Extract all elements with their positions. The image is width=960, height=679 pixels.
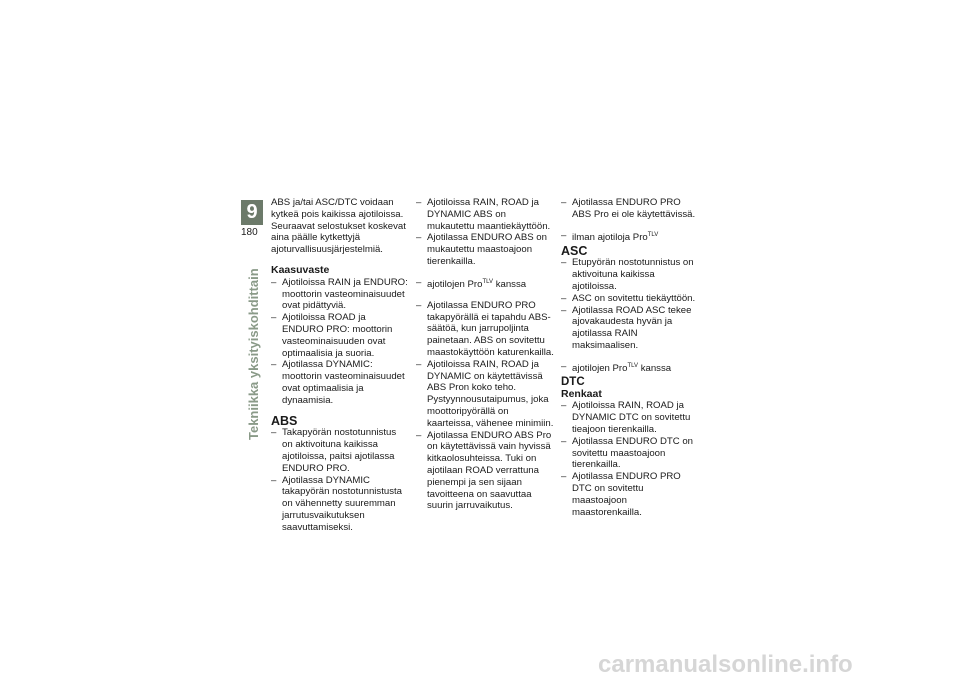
list-item: – Ajotilassa ENDURO ABS on mukautettu maastoajoon tierenkailla.: [416, 232, 554, 267]
heading-kaasuvaste: Kaasuvaste: [271, 263, 330, 276]
lead-suffix: kanssa: [493, 278, 527, 290]
list-item: – Ajotiloissa RAIN, ROAD ja DYNAMIC on käytettävissä ABS Pron koko teho. Pystyynnousutaipumus, joka moottoripyörällä on kaarteissa, vähenee minimiin.: [416, 359, 554, 430]
list-item: – Ajotiloissa ROAD ja ENDURO PRO: moottorin vasteominaisuuden ovat optimaalisia ja suoria.: [271, 312, 409, 359]
list-item: – Etupyörän nostotunnistus on aktivoituna kaikissa ajotiloissa.: [561, 257, 699, 292]
abs-list: [271, 427, 409, 533]
list-item: [561, 361, 699, 375]
asc-list: [561, 257, 699, 351]
list-item: – Ajotiloissa RAIN, ROAD ja DYNAMIC ABS on mukautettu maantiekäyttöön.: [416, 197, 554, 232]
heading-renkaat: Renkaat: [561, 387, 602, 400]
column-3: [561, 197, 699, 527]
list-item: – ASC on sovitettu tiekäyttöön.: [561, 293, 699, 305]
list-item: – Ajotilassa ROAD ASC tekee ajovakaudesta hyvän ja ajotilassa RAIN maksimaalisen.: [561, 305, 699, 352]
column-2: [416, 197, 554, 521]
without-pro-lead: [561, 230, 699, 244]
throttle-list: [271, 277, 409, 407]
page-number: 180: [241, 227, 258, 238]
heading-asc: ASC: [561, 243, 588, 258]
tlv-tag: TLV: [647, 231, 659, 238]
list-item: – Ajotilassa ENDURO ABS Pro on käytettävissä vain hyvissä kitkaolosuhteissa. Tuki on ajotilaan ROAD verrattuna pienempi ja sen sijaan tavoitteena on saavuttaa suurin jarruvaikutus.: [416, 430, 554, 513]
list-item: – Ajotilassa ENDURO PRO ABS Pro ei ole käytettävissä.: [561, 197, 699, 221]
list-item: – Ajotiloissa RAIN ja ENDURO: moottorin vasteominaisuudet ovat pidättyviä.: [271, 277, 409, 312]
lead-text: ajotilojen Pro: [572, 362, 628, 374]
list-item: – Ajotilassa DYNAMIC: moottorin vasteominaisuudet ovat optimaalisia ja dynaamisia.: [271, 359, 409, 406]
list-item: – Ajotilassa ENDURO DTC on sovitettu maastoajoon tierenkailla.: [561, 436, 699, 471]
abs-road-list: [416, 197, 554, 268]
list-item: – Takapyörän nostotunnistus on aktivoituna kaikissa ajotiloissa, paitsi ajotilassa ENDURO PRO.: [271, 427, 409, 474]
lead-suffix: kanssa: [638, 362, 672, 374]
list-item: – Ajotilassa ENDURO PRO DTC on sovitettu maastoajoon maastorenkailla.: [561, 471, 699, 518]
tlv-tag: TLV: [627, 362, 639, 369]
tlv-tag: TLV: [482, 278, 494, 285]
list-item: – Ajotilassa ENDURO PRO takapyörällä ei tapahdu ABS-säätöä, kun jarrupoljinta painetaan. ABS on sovitettu maastokäyttöön katurenkailla.: [416, 300, 554, 359]
watermark: carmanualsonline.info: [598, 651, 853, 678]
chapter-side-title: Tekniikka yksityiskohdittain: [246, 268, 261, 440]
lead-text: ilman ajotiloja Pro: [572, 231, 648, 243]
list-item: [561, 230, 699, 244]
dtc-list: [561, 400, 699, 518]
list-item: [416, 277, 554, 291]
with-pro-lead: [561, 361, 699, 375]
heading-dtc: DTC: [561, 375, 585, 388]
chapter-number: 9: [241, 200, 263, 225]
column-1: [271, 197, 409, 543]
heading-abs: ABS: [271, 413, 298, 428]
pro-lead: [416, 277, 554, 291]
intro-paragraph: ABS ja/tai ASC/DTC voidaan kytkeä pois kaikissa ajotiloissa. Seuraavat selostukset koskevat aina päälle kytkettyjä ajoturvallisuusjärjestelmiä.: [271, 197, 406, 256]
abs-pro-list: [416, 300, 554, 512]
abs-pro-enduro-list: [561, 197, 699, 221]
list-item: – Ajotilassa DYNAMIC takapyörän nostotunnistusta on vähennetty suuremman jarrutusvaikutuksen saavuttamiseksi.: [271, 475, 409, 534]
lead-text: ajotilojen Pro: [427, 278, 483, 290]
list-item: – Ajotiloissa RAIN, ROAD ja DYNAMIC DTC on sovitettu tieajoon tierenkailla.: [561, 400, 699, 435]
